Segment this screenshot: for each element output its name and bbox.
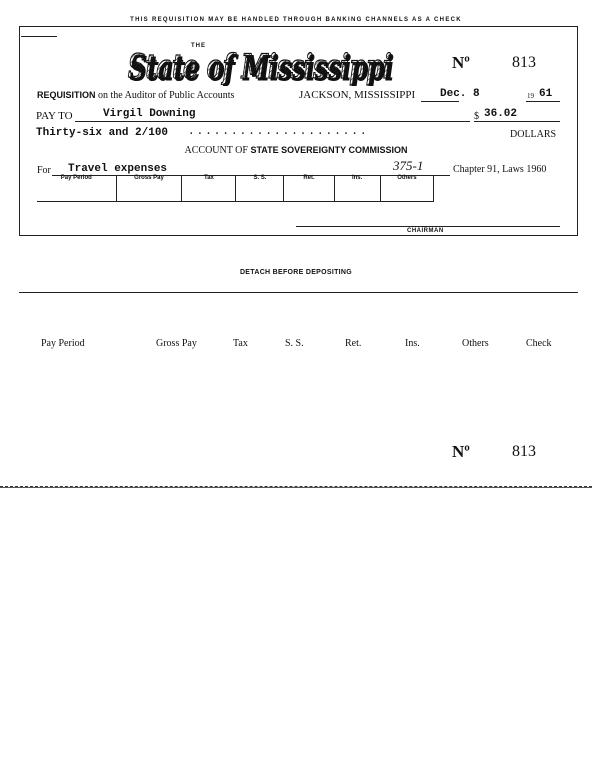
account-name: STATE SOVEREIGNTY COMMISSION: [250, 145, 408, 155]
state-banner: [126, 46, 398, 91]
purpose-value: Travel expenses: [68, 163, 168, 175]
stub-ret: Ret.: [345, 338, 362, 349]
detach-instruction: DETACH BEFORE DEPOSITING: [239, 269, 353, 276]
pay-to-underline: [75, 121, 470, 122]
dot-leader: .....................: [190, 126, 371, 137]
amount-value: 36.02: [484, 108, 518, 120]
col-pay-period: Pay Period: [37, 175, 116, 201]
handwritten-note: 375-1: [393, 158, 424, 173]
number-symbol: Nº: [452, 53, 470, 72]
col-others: Others: [380, 175, 433, 201]
deduction-table: [37, 175, 434, 201]
payee-name: Virgil Downing: [103, 108, 196, 120]
year-underline: [526, 101, 560, 102]
banner-title-shadow: State of Mississippi: [130, 49, 394, 86]
for-label: For: [37, 165, 51, 176]
city-label: JACKSON, MISSISSIPPI: [299, 89, 416, 101]
year-prefix: 19: [527, 92, 534, 100]
amount-underline: [474, 121, 560, 122]
table-bottom-rule: [37, 201, 434, 202]
requisition-text: on the Auditor of Public Accounts: [98, 90, 235, 101]
col-tax: Tax: [182, 175, 236, 201]
chairman-label: CHAIRMAN: [407, 228, 444, 234]
detach-rule: [19, 292, 578, 293]
stub-check: Check: [526, 338, 552, 349]
banner-title: State of Mississippi: [128, 47, 392, 86]
stub-ins: Ins.: [405, 338, 420, 349]
pay-to-label: PAY TO: [36, 110, 73, 122]
col-gross-pay: Gross Pay: [116, 175, 182, 201]
requisition-label: REQUISITION: [37, 90, 96, 100]
signature-line: [296, 226, 560, 227]
stub-tax: Tax: [233, 338, 248, 349]
col-ret: Ret.: [284, 175, 334, 201]
stub-pay-period: Pay Period: [41, 338, 85, 349]
banking-notice: THIS REQUISITION MAY BE HANDLED THROUGH BANKING CHANNELS AS A CHECK: [130, 17, 462, 23]
dollar-sign: $: [474, 111, 479, 122]
stub-gross-pay: Gross Pay: [156, 338, 197, 349]
stub-ss: S. S.: [285, 338, 304, 349]
amount-in-words: Thirty-six and 2/100: [36, 127, 169, 139]
account-line: [0, 145, 592, 156]
col-ss: S. S.: [236, 175, 284, 201]
dollars-label: DOLLARS: [510, 129, 557, 140]
col-ins: Ins.: [334, 175, 380, 201]
corner-mark: [21, 36, 57, 43]
date-underline: [421, 101, 459, 102]
year-value: 61: [539, 88, 553, 100]
requisition-line: [37, 90, 234, 101]
stub-number-symbol: Nº: [452, 442, 470, 461]
bottom-rule: [0, 487, 592, 488]
stub-number: 813: [512, 443, 536, 460]
account-prefix: ACCOUNT OF: [184, 145, 248, 156]
stub-others: Others: [462, 338, 489, 349]
banner-the: THE: [191, 43, 206, 49]
requisition-number: 813: [512, 54, 536, 71]
law-reference: Chapter 91, Laws 1960: [453, 164, 547, 175]
date-value: Dec. 8: [440, 88, 480, 100]
